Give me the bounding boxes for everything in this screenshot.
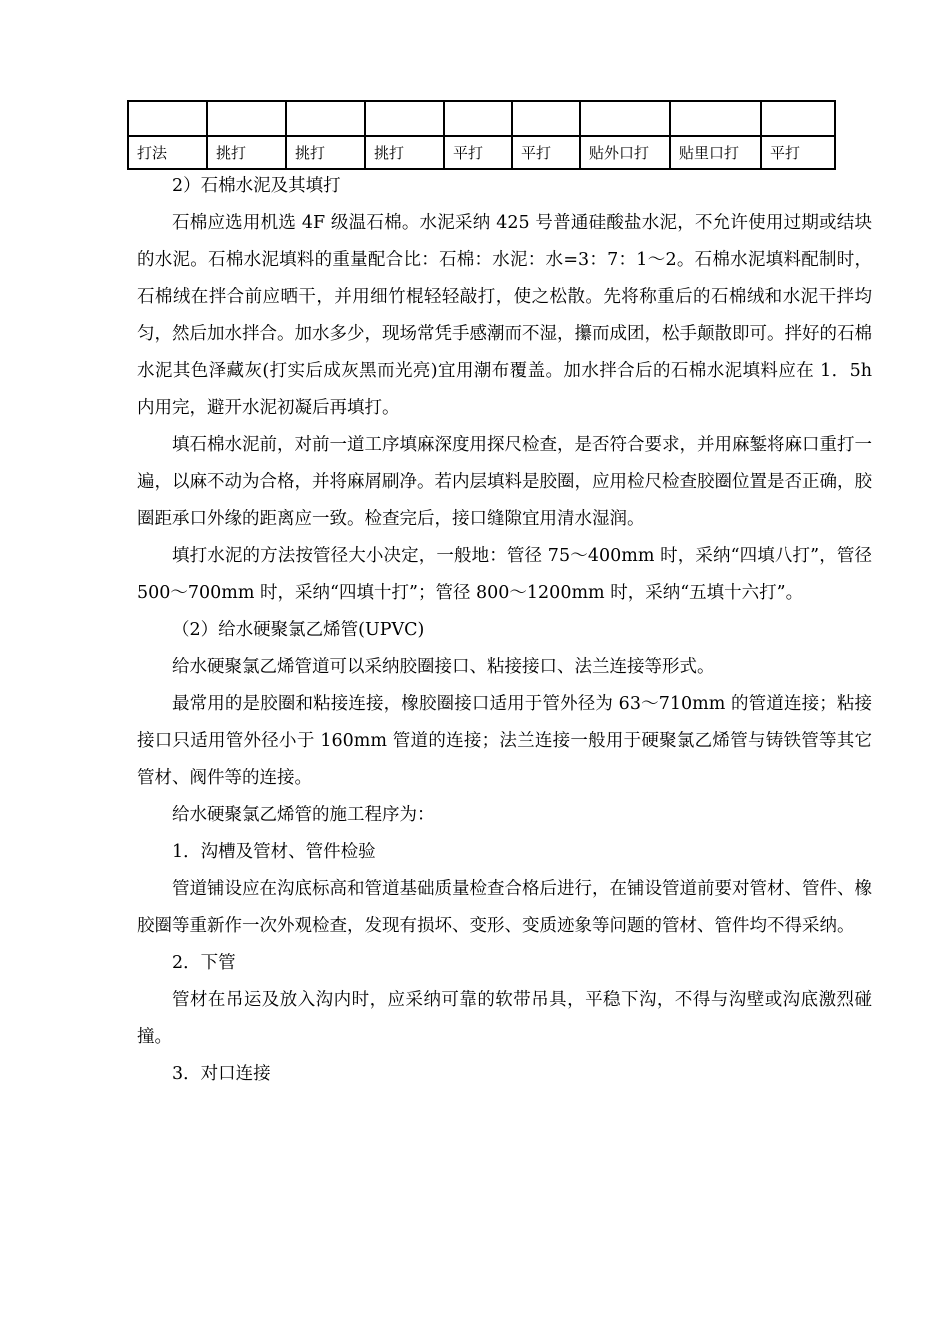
table-cell: 贴外口打 [580,136,670,169]
paragraph: 最常用的是胶圈和粘接连接，橡胶圈接口适用于管外径为 63～710mm 的管道连接；粘接接口只适用管外径小于 160mm 管道的连接；法兰连接一般用于硬聚氯乙烯管与铸铁管等其它管材、阀件等的连接。 [137,694,872,788]
table-cell: 打法 [128,136,207,169]
paragraph: 填石棉水泥前，对前一道工序填麻深度用探尺检查，是否符合要求，并用麻錾将麻口重打一遍，以麻不动为合格，并将麻屑刷净。若内层填料是胶圈，应用检尺检查胶圈位置是否正确，胶圈距承口外缘的距离应一致。检查完后，接口缝隙宜用清水湿润。 [137,435,872,529]
table-cell [207,101,286,136]
paragraph: 给水硬聚氯乙烯管道可以采纳胶圈接口、粘接接口、法兰连接等形式。 [172,657,715,677]
paragraph: 管道铺设应在沟底标高和管道基础质量检查合格后进行，在铺设管道前要对管材、管件、橡胶圈等重新作一次外观检查，发现有损坏、变形、变质迹象等问题的管材、管件均不得采纳。 [137,879,872,936]
table-cell: 挑打 [207,136,286,169]
table-cell [580,101,670,136]
method-table [127,100,836,170]
paragraph: 填打水泥的方法按管径大小决定，一般地：管径 75～400mm 时，采纳“四填八打”，管径 500～700mm 时，采纳“四填十打”；管径 800～1200mm 时，采纳“五填十六打”。 [137,546,872,603]
table-row [128,101,835,136]
table-cell: 挑打 [365,136,444,169]
table-cell [761,101,835,136]
step-heading: 2．下管 [172,953,236,973]
paragraph: 管材在吊运及放入沟内时，应采纳可靠的软带吊具，平稳下沟，不得与沟壁或沟底激烈碰撞。 [137,990,872,1047]
table-cell: 平打 [444,136,512,169]
paragraph: 石棉应选用机选 4F 级温石棉。水泥采纳 425 号普通硅酸盐水泥，不允许使用过期或结块的水泥。石棉水泥填料的重量配合比：石棉：水泥：水=3：7：1～2。石棉水泥填料配制时，石棉绒在拌合前应晒干，并用细竹棍轻轻敲打，使之松散。先将称重后的石棉绒和水泥干拌均匀，然后加水拌合。加水多少，现场常凭手感潮而不湿，攥而成团，松手颠散即可。拌好的石棉水泥其色泽藏灰(打实后成灰黑而光亮)宜用潮布覆盖。加水拌合后的石棉水泥填料应在 1．5h 内用完，避开水泥初凝后再填打。 [137,213,872,418]
step-heading: 1．沟槽及管材、管件检验 [172,842,376,862]
table-cell: 挑打 [286,136,365,169]
table-cell [286,101,365,136]
section-heading: （2）给水硬聚氯乙烯管(UPVC) [172,620,425,640]
section-heading: 2）石棉水泥及其填打 [172,176,341,196]
table-row [128,136,835,169]
table-cell: 平打 [761,136,835,169]
table-cell [512,101,580,136]
table-cell [670,101,761,136]
paragraph: 给水硬聚氯乙烯管的施工程序为： [172,805,435,825]
table-cell: 平打 [512,136,580,169]
table-cell [444,101,512,136]
body-text [137,168,872,1093]
table-cell [365,101,444,136]
table-cell [128,101,207,136]
step-heading: 3．对口连接 [172,1064,271,1084]
table-cell: 贴里口打 [670,136,761,169]
